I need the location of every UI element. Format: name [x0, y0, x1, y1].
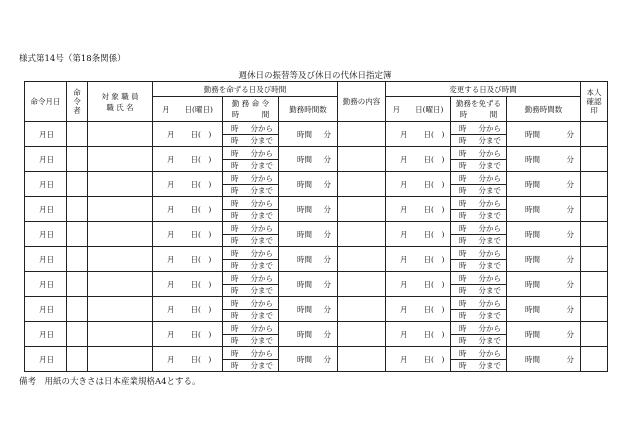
assigned-start-time-cell[interactable]: 時 分から: [223, 322, 279, 335]
changed-hours-cell[interactable]: 時間 分: [507, 122, 581, 147]
employee-cell[interactable]: [88, 247, 153, 272]
employee-cell[interactable]: [88, 122, 153, 147]
assigned-hours-cell[interactable]: 時間 分: [279, 347, 338, 372]
employee-cell[interactable]: [88, 197, 153, 222]
order-date-cell[interactable]: 月 日: [25, 322, 67, 347]
exempt-end-time-cell[interactable]: 時 分まで: [451, 360, 507, 372]
header-confirm-seal: 本人 確認 印: [581, 82, 608, 122]
changed-hours-cell[interactable]: 時間 分: [507, 322, 581, 347]
changed-date-cell[interactable]: 月 日( ): [386, 322, 451, 347]
assigned-date-cell[interactable]: 月 日( ): [153, 322, 223, 347]
confirm-seal-cell[interactable]: [581, 147, 608, 172]
commander-cell[interactable]: [67, 122, 88, 147]
register-table: [24, 81, 608, 372]
changed-date-cell[interactable]: 月 日( ): [386, 297, 451, 322]
exempt-start-time-cell[interactable]: 時 分から: [451, 147, 507, 160]
exempt-end-time-cell[interactable]: 時 分まで: [451, 210, 507, 222]
exempt-end-time-cell[interactable]: 時 分まで: [451, 185, 507, 197]
order-date-cell[interactable]: 月 日: [25, 172, 67, 197]
commander-cell[interactable]: [67, 297, 88, 322]
header-assigned-group: 勤務を命ずる日及び時間: [153, 82, 338, 97]
exempt-end-time-cell[interactable]: 時 分まで: [451, 260, 507, 272]
commander-cell[interactable]: [67, 197, 88, 222]
header-changed-date: 月 日(曜日): [386, 97, 451, 122]
changed-date-cell[interactable]: 月 日( ): [386, 122, 451, 147]
assigned-end-time-cell[interactable]: 時 分まで: [223, 360, 279, 372]
header-assigned-hours: 勤務時間数: [279, 97, 338, 122]
exempt-start-time-cell[interactable]: 時 分から: [451, 297, 507, 310]
register-row: [25, 272, 608, 285]
header-changed-group: 変更する日及び時間: [386, 82, 581, 97]
order-date-cell[interactable]: 月 日: [25, 272, 67, 297]
changed-date-cell[interactable]: 月 日( ): [386, 347, 451, 372]
duty-content-cell[interactable]: [338, 147, 386, 172]
assigned-date-cell[interactable]: 月 日( ): [153, 272, 223, 297]
assigned-start-time-cell[interactable]: 時 分から: [223, 122, 279, 135]
assigned-date-cell[interactable]: 月 日( ): [153, 247, 223, 272]
assigned-date-cell[interactable]: 月 日( ): [153, 297, 223, 322]
confirm-seal-cell[interactable]: [581, 247, 608, 272]
register-row: [25, 247, 608, 260]
assigned-start-time-cell[interactable]: 時 分から: [223, 297, 279, 310]
changed-hours-cell[interactable]: 時間 分: [507, 347, 581, 372]
order-date-cell[interactable]: 月 日: [25, 147, 67, 172]
changed-hours-cell[interactable]: 時間 分: [507, 272, 581, 297]
register-row: [25, 322, 608, 335]
exempt-end-time-cell[interactable]: 時 分まで: [451, 235, 507, 247]
commander-cell[interactable]: [67, 222, 88, 247]
duty-content-cell[interactable]: [338, 247, 386, 272]
assigned-date-cell[interactable]: 月 日( ): [153, 147, 223, 172]
assigned-hours-cell[interactable]: 時間 分: [279, 197, 338, 222]
assigned-start-time-cell[interactable]: 時 分から: [223, 172, 279, 185]
confirm-seal-cell[interactable]: [581, 272, 608, 297]
header-commander: 命 令 者: [67, 82, 88, 122]
changed-date-cell[interactable]: 月 日( ): [386, 197, 451, 222]
register-rows: [25, 122, 608, 372]
exempt-start-time-cell[interactable]: 時 分から: [451, 322, 507, 335]
assigned-hours-cell[interactable]: 時間 分: [279, 297, 338, 322]
exempt-start-time-cell[interactable]: 時 分から: [451, 197, 507, 210]
assigned-end-time-cell[interactable]: 時 分まで: [223, 235, 279, 247]
order-date-cell[interactable]: 月 日: [25, 122, 67, 147]
exempt-end-time-cell[interactable]: 時 分まで: [451, 135, 507, 147]
changed-date-cell[interactable]: 月 日( ): [386, 247, 451, 272]
assigned-date-cell[interactable]: 月 日( ): [153, 197, 223, 222]
employee-cell[interactable]: [88, 322, 153, 347]
page-title: 週休日の振替等及び休日の代休日指定簿: [238, 71, 392, 81]
assigned-date-cell[interactable]: 月 日( ): [153, 122, 223, 147]
confirm-seal-cell[interactable]: [581, 197, 608, 222]
assigned-end-time-cell[interactable]: 時 分まで: [223, 335, 279, 347]
confirm-seal-cell[interactable]: [581, 322, 608, 347]
assigned-start-time-cell[interactable]: 時 分から: [223, 247, 279, 260]
exempt-start-time-cell[interactable]: 時 分から: [451, 222, 507, 235]
changed-hours-cell[interactable]: 時間 分: [507, 172, 581, 197]
assigned-hours-cell[interactable]: 時間 分: [279, 247, 338, 272]
assigned-hours-cell[interactable]: 時間 分: [279, 322, 338, 347]
assigned-hours-cell[interactable]: 時間 分: [279, 122, 338, 147]
assigned-hours-cell[interactable]: 時間 分: [279, 172, 338, 197]
order-date-cell[interactable]: 月 日: [25, 197, 67, 222]
changed-date-cell[interactable]: 月 日( ): [386, 272, 451, 297]
exempt-end-time-cell[interactable]: 時 分まで: [451, 285, 507, 297]
header-assigned-date: 月 日(曜日): [153, 97, 223, 122]
commander-cell[interactable]: [67, 147, 88, 172]
exempt-start-time-cell[interactable]: 時 分から: [451, 272, 507, 285]
duty-content-cell[interactable]: [338, 197, 386, 222]
changed-date-cell[interactable]: 月 日( ): [386, 172, 451, 197]
employee-cell[interactable]: [88, 147, 153, 172]
register-row: [25, 172, 608, 185]
assigned-hours-cell[interactable]: 時間 分: [279, 272, 338, 297]
header-changed-hours: 勤務時間数: [507, 97, 581, 122]
changed-hours-cell[interactable]: 時間 分: [507, 222, 581, 247]
exempt-start-time-cell[interactable]: 時 分から: [451, 122, 507, 135]
assigned-start-time-cell[interactable]: 時 分から: [223, 222, 279, 235]
footnote: 備考 用紙の大きさは日本産業規格A4とする。: [19, 377, 201, 387]
exempt-end-time-cell[interactable]: 時 分まで: [451, 335, 507, 347]
header-order-date: 命令月日: [25, 82, 67, 122]
exempt-end-time-cell[interactable]: 時 分まで: [451, 160, 507, 172]
assigned-date-cell[interactable]: 月 日( ): [153, 172, 223, 197]
changed-date-cell[interactable]: 月 日( ): [386, 222, 451, 247]
changed-date-cell[interactable]: 月 日( ): [386, 147, 451, 172]
confirm-seal-cell[interactable]: [581, 297, 608, 322]
register-row: [25, 222, 608, 235]
exempt-start-time-cell[interactable]: 時 分から: [451, 247, 507, 260]
commander-cell[interactable]: [67, 247, 88, 272]
assigned-end-time-cell[interactable]: 時 分まで: [223, 210, 279, 222]
assigned-end-time-cell[interactable]: 時 分まで: [223, 285, 279, 297]
assigned-start-time-cell[interactable]: 時 分から: [223, 197, 279, 210]
assigned-end-time-cell[interactable]: 時 分まで: [223, 310, 279, 322]
employee-cell[interactable]: [88, 297, 153, 322]
header-employee: 対 象 職 員 職 氏 名: [88, 82, 153, 122]
employee-cell[interactable]: [88, 272, 153, 297]
assigned-date-cell[interactable]: 月 日( ): [153, 222, 223, 247]
changed-hours-cell[interactable]: 時間 分: [507, 147, 581, 172]
employee-cell[interactable]: [88, 172, 153, 197]
changed-hours-cell[interactable]: 時間 分: [507, 197, 581, 222]
assigned-end-time-cell[interactable]: 時 分まで: [223, 160, 279, 172]
order-date-cell[interactable]: 月 日: [25, 297, 67, 322]
order-date-cell[interactable]: 月 日: [25, 347, 67, 372]
assigned-start-time-cell[interactable]: 時 分から: [223, 272, 279, 285]
confirm-seal-cell[interactable]: [581, 222, 608, 247]
assigned-hours-cell[interactable]: 時間 分: [279, 147, 338, 172]
changed-hours-cell[interactable]: 時間 分: [507, 247, 581, 272]
employee-cell[interactable]: [88, 222, 153, 247]
header-exempt-time: 勤務を免ずる 時 間: [451, 97, 507, 122]
assigned-end-time-cell[interactable]: 時 分まで: [223, 185, 279, 197]
assigned-start-time-cell[interactable]: 時 分から: [223, 347, 279, 360]
register-row: [25, 197, 608, 210]
commander-cell[interactable]: [67, 272, 88, 297]
exempt-end-time-cell[interactable]: 時 分まで: [451, 310, 507, 322]
duty-content-cell[interactable]: [338, 222, 386, 247]
assigned-start-time-cell[interactable]: 時 分から: [223, 147, 279, 160]
duty-content-cell[interactable]: [338, 272, 386, 297]
assigned-date-cell[interactable]: 月 日( ): [153, 347, 223, 372]
commander-cell[interactable]: [67, 172, 88, 197]
header-assigned-time: 勤 務 命 令 時 間: [223, 97, 279, 122]
commander-cell[interactable]: [67, 322, 88, 347]
duty-content-cell[interactable]: [338, 297, 386, 322]
duty-content-cell[interactable]: [338, 322, 386, 347]
order-date-cell[interactable]: 月 日: [25, 222, 67, 247]
duty-content-cell[interactable]: [338, 172, 386, 197]
assigned-end-time-cell[interactable]: 時 分まで: [223, 135, 279, 147]
order-date-cell[interactable]: 月 日: [25, 247, 67, 272]
register-row: [25, 347, 608, 360]
duty-content-cell[interactable]: [338, 122, 386, 147]
form-number-label: 様式第14号（第18条関係）: [19, 54, 126, 64]
exempt-start-time-cell[interactable]: 時 分から: [451, 347, 507, 360]
assigned-hours-cell[interactable]: 時間 分: [279, 222, 338, 247]
commander-cell[interactable]: [67, 347, 88, 372]
register-row: [25, 122, 608, 135]
changed-hours-cell[interactable]: 時間 分: [507, 297, 581, 322]
confirm-seal-cell[interactable]: [581, 347, 608, 372]
confirm-seal-cell[interactable]: [581, 172, 608, 197]
duty-content-cell[interactable]: [338, 347, 386, 372]
confirm-seal-cell[interactable]: [581, 122, 608, 147]
header-duty-content: 勤務の内容: [338, 82, 386, 122]
register-row: [25, 297, 608, 310]
register-row: [25, 147, 608, 160]
employee-cell[interactable]: [88, 347, 153, 372]
assigned-end-time-cell[interactable]: 時 分まで: [223, 260, 279, 272]
exempt-start-time-cell[interactable]: 時 分から: [451, 172, 507, 185]
